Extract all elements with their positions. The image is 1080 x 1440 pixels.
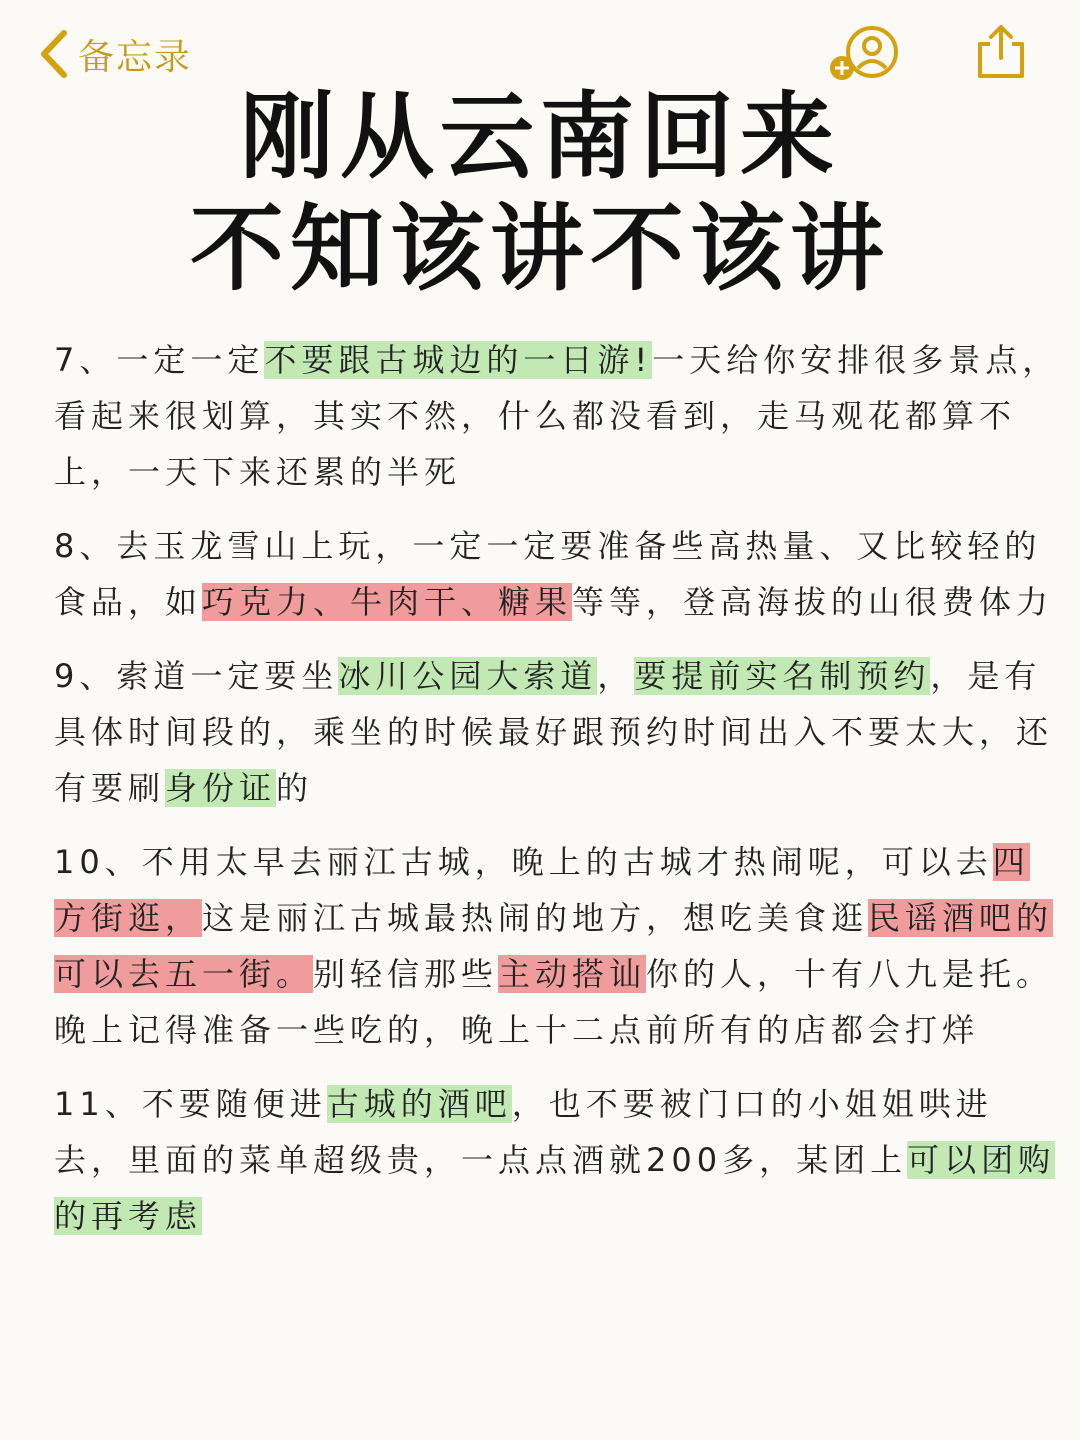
note-item [54, 648, 1064, 816]
note-item [54, 1076, 1064, 1244]
green-highlight: 要提前实名制预约 [634, 657, 931, 695]
note-title [0, 82, 1080, 306]
green-highlight: 冰川公园大索道 [338, 657, 598, 695]
red-highlight: 主动搭讪 [498, 955, 647, 993]
title-line-1: 刚从云南回来 [239, 83, 840, 192]
back-label: 备忘录 [78, 36, 193, 78]
note-text: 你的人，十有八九是托。晚上记得准备一些吃的，晚上十二点前所有的店都会打烊 [54, 955, 1054, 1049]
green-highlight: 古城的酒吧 [326, 1085, 512, 1123]
back-button[interactable] [36, 26, 192, 82]
note-item [54, 518, 1064, 630]
note-text: ，也不要被门口的小姐姐哄进去，里面的菜单超级贵，一点点酒就200多，某团上 [54, 1085, 993, 1179]
green-highlight: 身份证 [165, 769, 277, 807]
note-text: 这是丽江古城最热闹的地方，想吃美食逛 [202, 899, 869, 937]
green-highlight: 不要跟古城边的一日游! [264, 341, 653, 379]
note-text: 7、一定一定 [54, 341, 265, 379]
share-icon [974, 22, 1028, 80]
note-text: 的 [276, 769, 314, 807]
red-highlight: 巧克力、牛肉干、糖果 [202, 583, 573, 621]
red-highlight: 四方街逛， [54, 843, 1030, 937]
green-highlight: 可以团购的再考虑 [54, 1141, 1056, 1235]
note-item [54, 834, 1064, 1058]
note-body[interactable] [54, 332, 1064, 1262]
note-text: ， [597, 657, 635, 695]
note-text: ，是有具体时间段的，乘坐的时候最好跟预约时间出入不要太大，还有要刷 [54, 657, 1054, 807]
note-text: 一天给你安排很多景点，看起来很划算，其实不然，什么都没看到，走马观花都算不上，一天下来还累的半死 [54, 341, 1060, 491]
note-text: 10、不用太早去丽江古城，晚上的古城才热闹呢，可以去 [54, 843, 993, 881]
note-item [54, 332, 1064, 500]
note-text: 等等，登高海拔的山很费体力 [572, 583, 1054, 621]
title-line-2: 不知该讲不该讲 [189, 195, 890, 304]
red-highlight: 民谣酒吧的可以去五一街。 [54, 899, 1054, 993]
chevron-left-icon [36, 27, 70, 81]
note-text: 11、不要随便进 [54, 1085, 327, 1123]
note-text: 9、索道一定要坐 [54, 657, 339, 695]
add-person-icon [828, 26, 902, 82]
note-text: 8、去玉龙雪山上玩，一定一定要准备些高热量、又比较轻的食品，如 [54, 527, 1042, 621]
add-person-button[interactable] [828, 26, 902, 82]
share-button[interactable] [974, 22, 1028, 80]
note-text: 别轻信那些 [313, 955, 499, 993]
